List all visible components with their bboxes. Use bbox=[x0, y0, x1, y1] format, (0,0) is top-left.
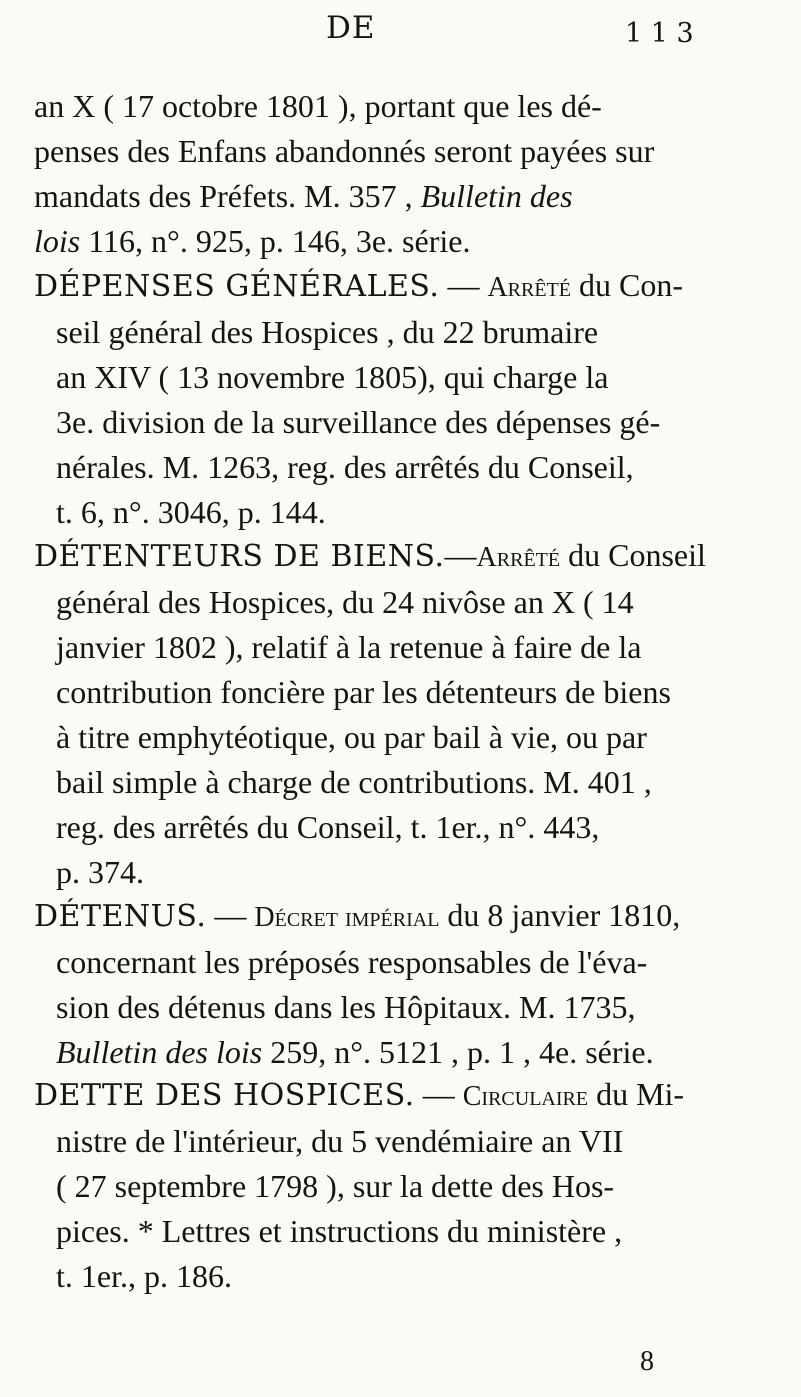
entry-heading: DETTE DES HOSPICES. bbox=[34, 1078, 415, 1113]
entry-line: an XIV ( 13 novembre 1805), qui charge la bbox=[56, 359, 609, 395]
entry-line: 3e. division de la surveillance des dépenses gé- bbox=[56, 404, 661, 440]
entry-heading: DÉTENUS. bbox=[34, 899, 207, 934]
entry-heading-line: DETTE DES HOSPICES. — Circulaire du Mi- bbox=[34, 1076, 685, 1113]
entry-continuation bbox=[34, 84, 774, 264]
entry-detenteurs-de-biens bbox=[34, 533, 774, 895]
entry-line: Bulletin des lois 259, n°. 5121 , p. 1 , 4e. série. bbox=[56, 1034, 654, 1070]
entry-line: à titre emphytéotique, ou par bail à vie, ou par bbox=[56, 719, 647, 755]
entry-line: seil général des Hospices , du 22 brumaire bbox=[56, 314, 599, 350]
bulletin-title: lois bbox=[34, 223, 81, 259]
entry-dette-des-hospices bbox=[34, 1072, 774, 1299]
entry-line: contribution foncière par les détenteurs de biens bbox=[56, 674, 671, 710]
entry-line: lois 116, n°. 925, p. 146, 3e. série. bbox=[34, 223, 471, 259]
entry-heading-line: DÉTENUS. — Décret impérial du 8 janvier 1810, bbox=[34, 897, 681, 934]
entry-line: bail simple à charge de contributions. M. 401 , bbox=[56, 764, 652, 800]
bulletin-title: Bulletin des lois bbox=[56, 1034, 263, 1070]
act-type: Arrêté bbox=[487, 272, 571, 303]
entry-heading: DÉTENTEURS DE BIENS. bbox=[34, 539, 445, 574]
entry-heading-line: DÉPENSES GÉNÉRALES. — Arrêté du Con- bbox=[34, 267, 683, 304]
entry-line: an X ( 17 octobre 1801 ), portant que les dé- bbox=[34, 88, 602, 124]
entry-heading-line: DÉTENTEURS DE BIENS.—Arrêté du Conseil bbox=[34, 537, 706, 574]
entry-line: général des Hospices, du 24 nivôse an X ( 14 bbox=[56, 584, 634, 620]
act-type: Arrêté bbox=[476, 542, 561, 573]
bulletin-title: Bulletin des bbox=[420, 178, 573, 214]
entry-line: ( 27 septembre 1798 ), sur la dette des Hos- bbox=[56, 1168, 615, 1204]
entry-line: t. 6, n°. 3046, p. 144. bbox=[56, 494, 326, 530]
entry-line: nistre de l'intérieur, du 5 vendémiaire an VII bbox=[56, 1123, 624, 1159]
entry-detenus bbox=[34, 893, 774, 1075]
entry-line: mandats des Préfets. M. 357 , Bulletin des bbox=[34, 178, 573, 214]
signature-mark: 8 bbox=[640, 1346, 654, 1377]
entry-line: penses des Enfans abandonnés seront payées sur bbox=[34, 133, 655, 169]
running-head: DE bbox=[326, 10, 376, 46]
entry-depenses-generales bbox=[34, 263, 774, 535]
act-type: Décret impérial bbox=[254, 902, 440, 933]
entry-line: t. 1er., p. 186. bbox=[56, 1258, 232, 1294]
page-number: 1 1 3 bbox=[625, 18, 694, 49]
entry-line: pices. * Lettres et instructions du ministère , bbox=[56, 1213, 623, 1249]
entry-line: janvier 1802 ), relatif à la retenue à faire de la bbox=[56, 629, 642, 665]
entry-heading: DÉPENSES GÉNÉRALES. bbox=[34, 269, 440, 304]
entry-line: reg. des arrêtés du Conseil, t. 1er., n°. 443, bbox=[56, 809, 600, 845]
act-type: Circulaire bbox=[462, 1081, 589, 1112]
entry-line: concernant les préposés responsables de l'éva- bbox=[56, 944, 648, 980]
entry-line: nérales. M. 1263, reg. des arrêtés du Conseil, bbox=[56, 449, 634, 485]
entry-line: sion des détenus dans les Hôpitaux. M. 1735, bbox=[56, 989, 636, 1025]
entry-line: p. 374. bbox=[56, 854, 144, 890]
